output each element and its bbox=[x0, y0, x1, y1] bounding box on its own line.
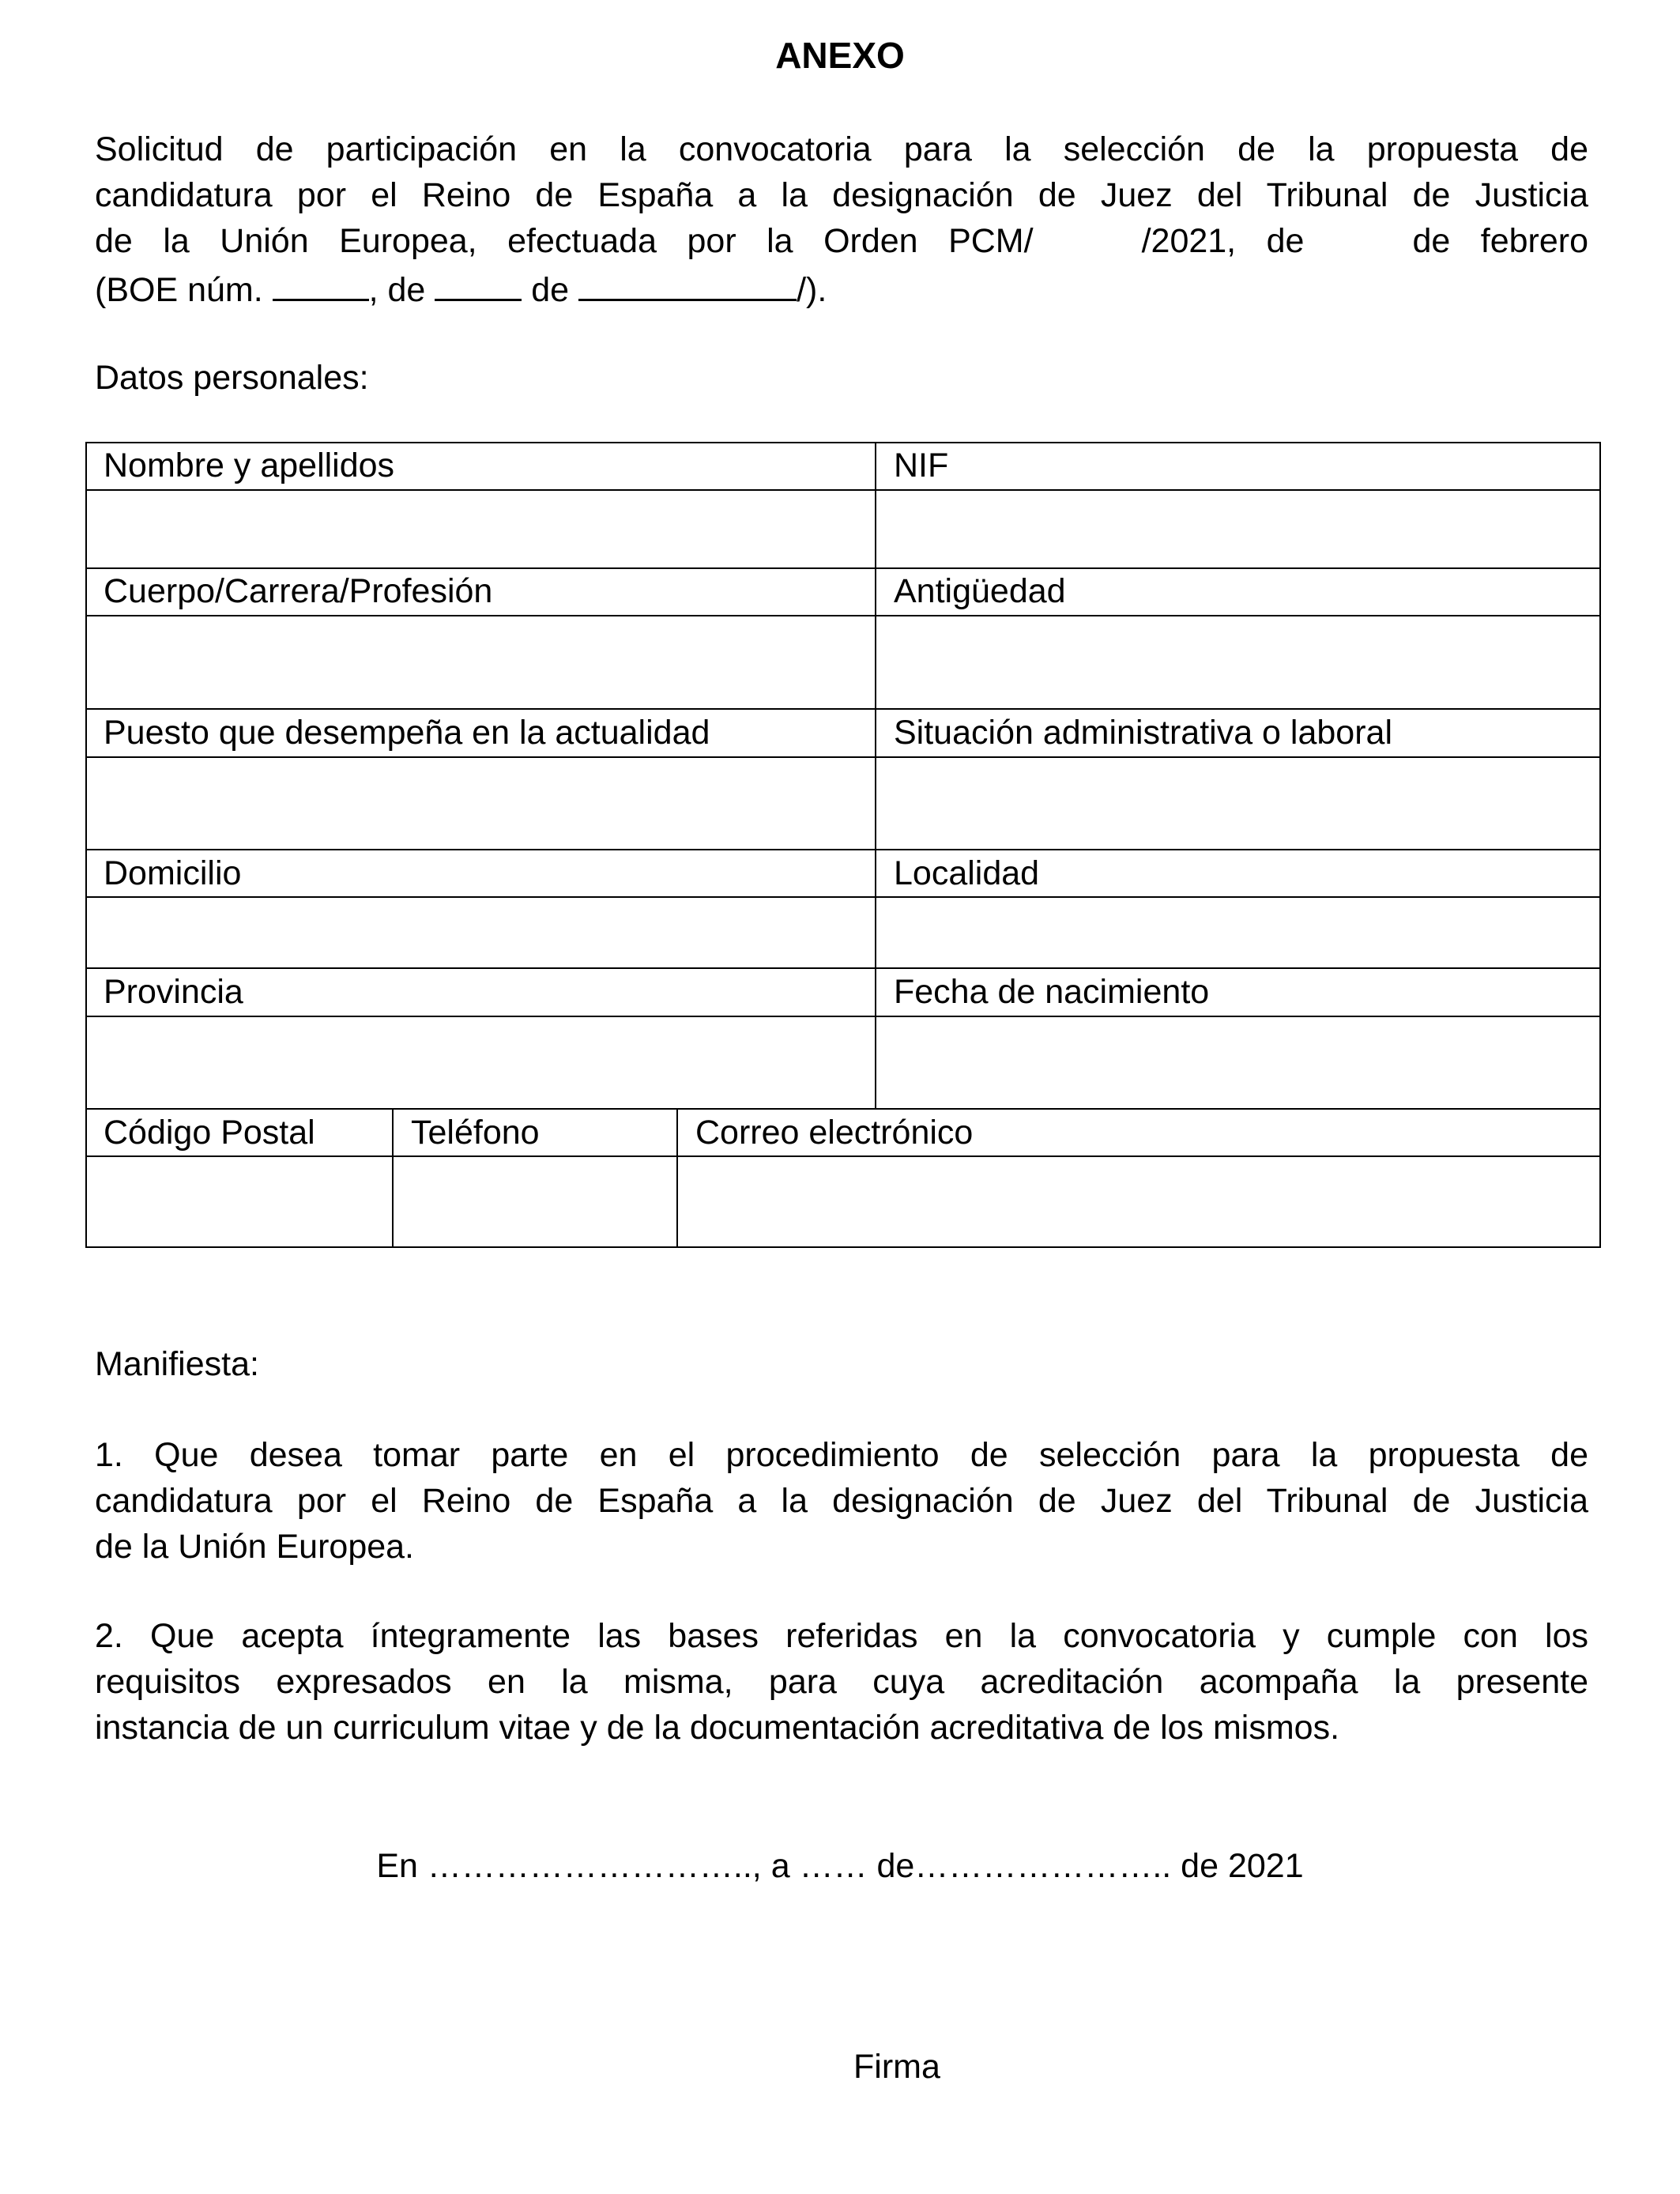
table-border-bottom bbox=[85, 1246, 1601, 1248]
nif-label: NIF bbox=[894, 447, 949, 484]
address-label: Domicilio bbox=[104, 854, 242, 892]
signature-label: Firma bbox=[853, 2048, 940, 2086]
intro-line-3-b: /2021, de bbox=[1141, 222, 1305, 260]
point-1-line-3: de la Unión Europea. bbox=[95, 1528, 415, 1566]
intro-line-3-c: de febrero bbox=[1412, 222, 1589, 260]
point-2-line-3: instancia de un curriculum vitae y de la documentación acreditativa de los mismos. bbox=[95, 1709, 1340, 1747]
phone-field[interactable] bbox=[394, 1157, 676, 1246]
intro-paragraph bbox=[95, 126, 1588, 310]
name-label: Nombre y apellidos bbox=[104, 447, 395, 484]
personal-data-table bbox=[85, 442, 1601, 1248]
boe-day-blank[interactable] bbox=[435, 264, 522, 301]
intro-line-4-a: (BOE núm. bbox=[95, 271, 263, 309]
point-1-paragraph bbox=[95, 1432, 1588, 1570]
boe-number-blank[interactable] bbox=[273, 264, 369, 301]
seniority-field[interactable] bbox=[876, 616, 1599, 708]
town-label: Localidad bbox=[894, 854, 1040, 892]
postal-code-label: Código Postal bbox=[104, 1114, 315, 1152]
manifest-heading: Manifiesta: bbox=[95, 1345, 259, 1383]
table-rule bbox=[85, 967, 1601, 969]
position-field[interactable] bbox=[87, 758, 875, 849]
intro-line-3 bbox=[95, 218, 1588, 264]
seniority-label: Antigüedad bbox=[894, 572, 1066, 610]
email-field[interactable] bbox=[678, 1157, 1599, 1246]
intro-line-4-b: , de bbox=[368, 271, 426, 309]
position-label: Puesto que desempeña en la actualidad bbox=[104, 714, 710, 752]
boe-month-blank[interactable] bbox=[578, 264, 797, 301]
address-field[interactable] bbox=[87, 898, 875, 967]
postal-code-field[interactable] bbox=[87, 1157, 392, 1246]
place-date-line: En ……………………….., a …… de………………….. de 2021 bbox=[376, 1847, 1304, 1885]
table-rule bbox=[85, 849, 1601, 850]
status-label: Situación administrativa o laboral bbox=[894, 714, 1392, 752]
point-1-line-1: 1. Que desea tomar parte en el procedimiento de selección para la propuesta de bbox=[95, 1436, 1588, 1474]
point-1-line-2: candidatura por el Reino de España a la designación de Juez del Tribunal de Justicia bbox=[95, 1482, 1588, 1520]
province-field[interactable] bbox=[87, 1017, 875, 1108]
intro-line-1: Solicitud de participación en la convocatoria para la selección de la propuesta de bbox=[95, 130, 1588, 168]
page-title: ANEXO bbox=[775, 35, 905, 76]
intro-line-2: candidatura por el Reino de España a la designación de Juez del Tribunal de Justicia bbox=[95, 176, 1588, 214]
status-field[interactable] bbox=[876, 758, 1599, 849]
email-label: Correo electrónico bbox=[695, 1114, 974, 1152]
birthdate-field[interactable] bbox=[876, 1017, 1599, 1108]
nif-field[interactable] bbox=[876, 491, 1599, 567]
province-label: Provincia bbox=[104, 973, 243, 1011]
intro-line-3-a: de la Unión Europea, efectuada por la Orden PCM/ bbox=[95, 222, 1034, 260]
intro-line-4 bbox=[95, 264, 1588, 310]
point-2-paragraph bbox=[95, 1613, 1588, 1751]
phone-label: Teléfono bbox=[411, 1114, 540, 1152]
profession-field[interactable] bbox=[87, 616, 875, 708]
profession-label: Cuerpo/Carrera/Profesión bbox=[104, 572, 493, 610]
intro-line-4-d: /). bbox=[797, 271, 827, 309]
personal-data-heading: Datos personales: bbox=[95, 359, 369, 397]
point-2-line-2: requisitos expresados en la misma, para cuya acreditación acompaña la presente bbox=[95, 1663, 1588, 1701]
point-2-line-1: 2. Que acepta íntegramente las bases referidas en la convocatoria y cumple con los bbox=[95, 1617, 1588, 1655]
intro-line-4-c: de bbox=[531, 271, 570, 309]
birthdate-label: Fecha de nacimiento bbox=[894, 973, 1210, 1011]
table-border-right bbox=[1599, 442, 1601, 1248]
town-field[interactable] bbox=[876, 898, 1599, 967]
name-field[interactable] bbox=[87, 491, 875, 567]
